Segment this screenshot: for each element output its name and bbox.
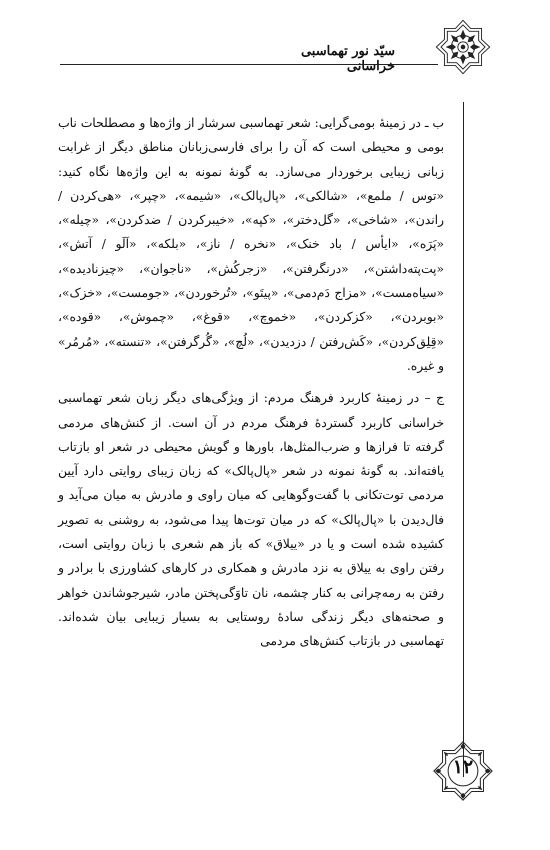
rosette-ornament-icon <box>434 18 492 76</box>
paragraph: ب ـ در زمینهٔ بومی‌گرایی: شعر تهماسبی سرشار از واژه‌ها و مصطلحات ناب بومی و محیطی است که آن را برای فارسی‌زبانان مناطق دیگر از غرابت زبانی زیبایی برخوردار می‌سازد. به گونهٔ نمونه به این واژه‌ها نگاه کنید: «توس / ملمع»، «شالکی»، «پال‌پالک»، «شیمه»، «چپر»، «هی‌کردن / راندن»، «شاخی»، «گل‌دختر»، «کپه»، «خیبرکردن / ضدکردن»، «چیله»، «پَرَه»، «ایأس / باد خنک»، «نخره / ناز»، «بلکه»، «اَلَو / آتش»، «پت‌پته‌داشتن»، «درنگرفتن»، «زجرکُش»، «ناجوان»، «چیزنادیده»، «سیاه‌مست»، «مزاج دَم‌دمی»، «پیتَو»، «تُرخوردن»، «جومست»، «خزک»، «بوبردن»، «کزکردن»، «خموچ»، «قوغ»، «چموش»، «قوده»، «قِلِق‌کردن»، «کَش‌رفتن / دزدیدن»، «لُچ»، «گُرگرفتن»، «تنسته»، «مُرمُر» و غیره. <box>58 116 444 373</box>
margin-rule <box>463 102 464 777</box>
running-header-title: سیّد نور تهماسبی خراسانی <box>300 44 395 74</box>
body-text <box>58 111 444 654</box>
paragraph: ج – در زمینهٔ کاربرد فرهنگ مردم: از ویژگی‌های دیگر زبان شعر تهماسبی خراسانی کاربرد گستردهٔ فرهنگ مردم در آن است. از کنش‌های مردمی گرفته تا فرازها و ضرب‌المثل‌ها، باورها و گویش محیطی در شعر او بازتاب یافته‌اند. به گونهٔ نمونه در شعر «پال‌پالک» که زبان زیبای روایتی دارد آیین مردمی توت‌تکانی با گفت‌وگوهایی که میان راوی و مادرش به میان می‌آید و فال‌دیدن با «پال‌پالک» که در میان توت‌ها پیدا می‌شود، به روشنی به تصویر کشیده شده است و یا در «ییلاق» که باز هم شعری با زبان روایتی است، رفتن راوی به ییلاق به نزد مادرش و همکاری در کارهای کشاورزی با برادر و رفتن به رمه‌چرانی به کنار چشمه، نان تاوَگی‌پختن مادر، شیرجوشاندن خواهر و صحنه‌های دیگر زندگی سادهٔ روستایی به بسیار زیبایی بیان شده‌اند. تهماسبی در بازتاب کنش‌های مردمی <box>58 391 444 649</box>
page-number: ۱۲ <box>452 756 474 778</box>
header-rule <box>60 64 438 65</box>
